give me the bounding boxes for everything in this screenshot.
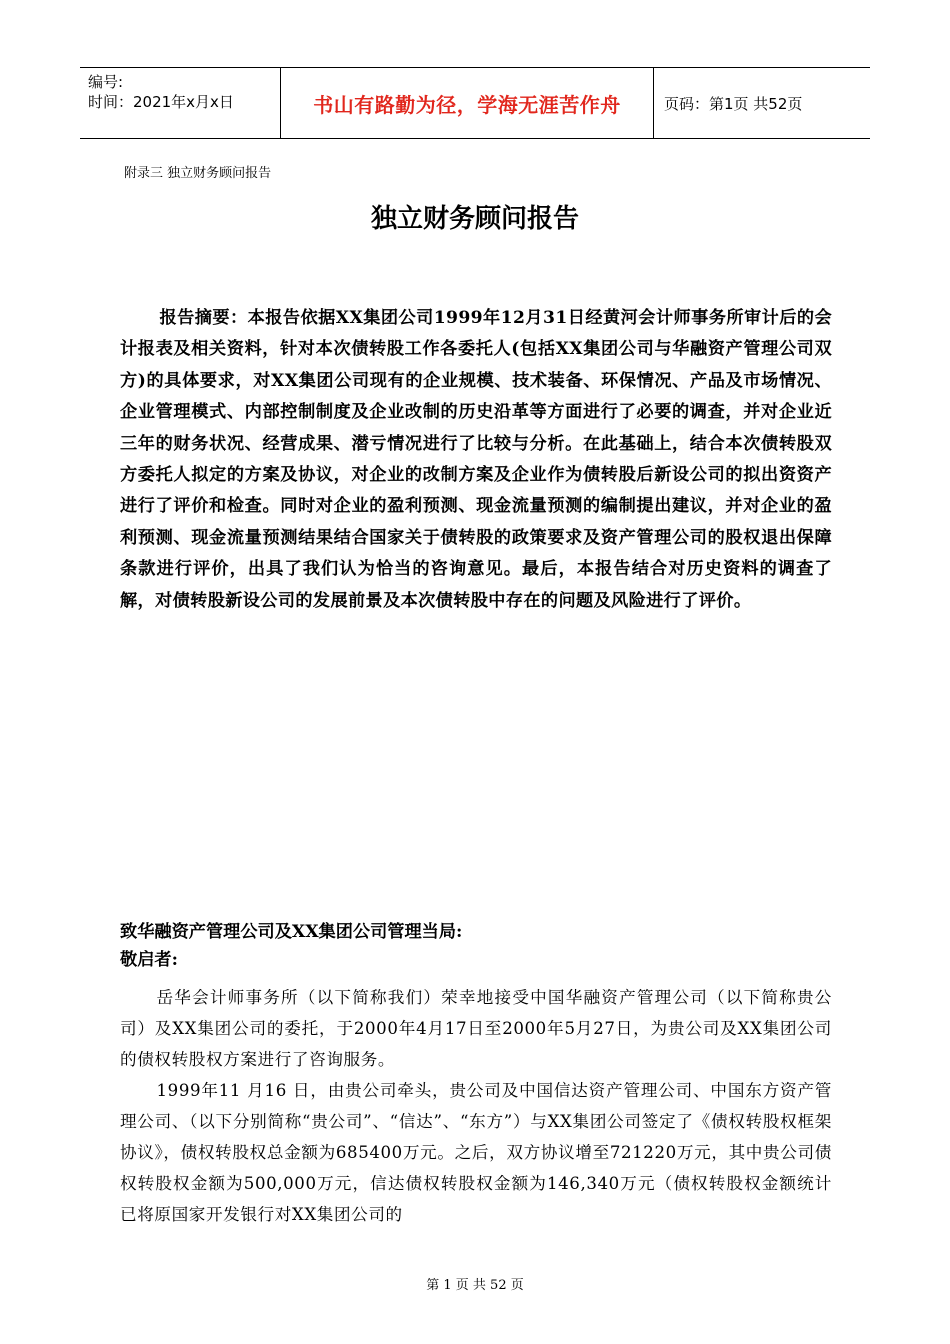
- header-motto-cell: [280, 68, 654, 138]
- letter-body: [120, 982, 832, 1230]
- appendix-label: 附录三 独立财务顾问报告: [124, 166, 272, 181]
- page-label: 页码：第1页 共52页: [664, 94, 803, 113]
- abstract-text: 报告摘要：本报告依据XX集团公司1999年12月31日经黄河会计师事务所审计后的会计报表及相关资料，针对本次债转股工作各委托人(包括XX集团公司与华融资产管理公司双方)的具体要求，对XX集团公司现有的企业规模、技术装备、环保情况、产品及市场情况、企业管理模式、内部控制制度及企业改制的历史沿革等方面进行了必要的调查，并对企业近三年的财务状况、经营成果、潜亏情况进行了比较与分析。在此基础上，结合本次债转股双方委托人拟定的方案及协议，对企业的改制方案及企业作为债转股后新设公司的拟出资资产进行了评价和检查。同时对企业的盈利预测、现金流量预测的编制提出建议，并对企业的盈利预测、现金流量预测结果结合国家关于债转股的政策要求及资产管理公司的股权退出保障条款进行评价，出具了我们认为恰当的咨询意见。最后，本报告结合对历史资料的调查了解，对债转股新设公司的发展前景及本次债转股中存在的问题及风险进行了评价。: [120, 308, 832, 611]
- header-table: [80, 67, 870, 139]
- header-meta: [80, 68, 280, 138]
- greeting: 敬启者:: [120, 950, 178, 970]
- abstract-section: [120, 303, 832, 617]
- body-paragraph-2: 1999年11 月16 日，由贵公司牵头，贵公司及中国信达资产管理公司、中国东方资产管理公司、（以下分别简称“贵公司”、“信达”、“东方”）与XX集团公司签定了《债权转股权框架协议》，债权转股权总金额为685400万元。之后，双方协议增至721220万元，其中贵公司债权转股权金额为500,000万元，信达债权转股权金额为146,340万元（债权转股权金额统计已将原国家开发银行对XX集团公司的: [120, 1081, 832, 1224]
- body-paragraph-1: 岳华会计师事务所（以下简称我们）荣幸地接受中国华融资产管理公司（以下简称贵公司）及XX集团公司的委托，于2000年4月17日至2000年5月27日，为贵公司及XX集团公司的债权转股权方案进行了咨询服务。: [120, 988, 832, 1069]
- page-footer: 第 1 页 共 52 页: [426, 1278, 524, 1293]
- date-label: 时间：2021年x月x日: [88, 93, 234, 111]
- page-title: 独立财务顾问报告: [370, 204, 579, 234]
- addressee: 致华融资产管理公司及XX集团公司管理当局:: [120, 922, 463, 942]
- serial-label: 编号:: [88, 73, 124, 91]
- motto: 书山有路勤为径，学海无涯苦作舟: [313, 92, 621, 117]
- salutation: [120, 918, 462, 974]
